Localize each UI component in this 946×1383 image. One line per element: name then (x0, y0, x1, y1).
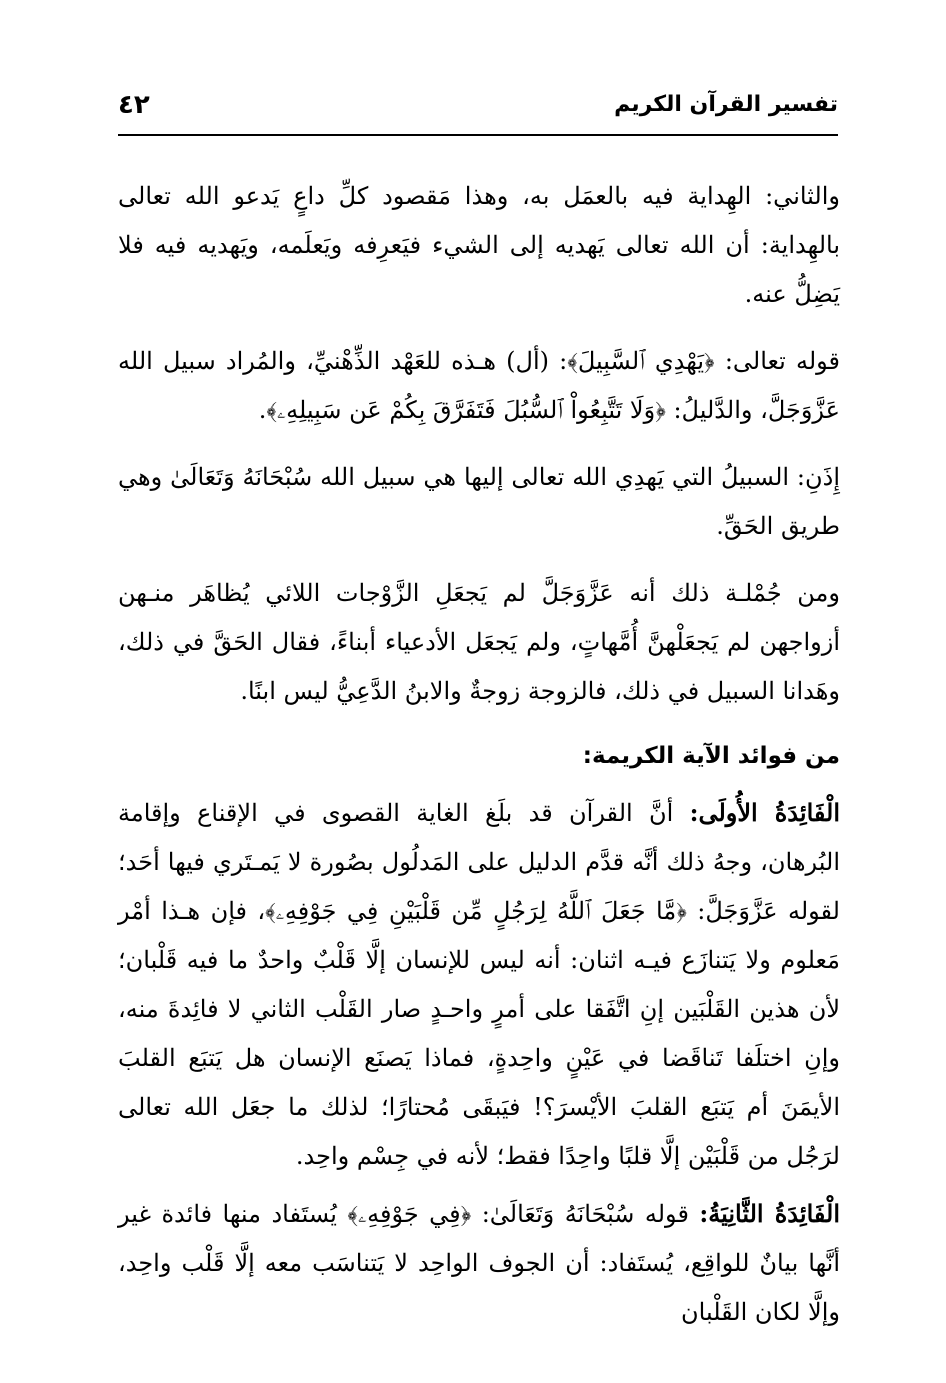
benefit-first-label: الْفَائِدَةُ الأُولَى: (689, 798, 841, 827)
header-rule (118, 134, 838, 136)
benefit-second-label: الْفَائِدَةُ الثَّانِيَةُ: (699, 1199, 840, 1228)
paragraph-second-meaning: والثاني: الهِداية فيه بالعمَل به، وهذا مَقصود كلِّ داعٍ يَدعو الله تعالى بالهِداية: أن الله تعالى يَهديه إلى الشيء فيَعرِفه ويَعلَمه، ويَهديه فيه فلا يَضِلُّ عنه. (118, 182, 840, 308)
page-header (118, 88, 838, 132)
paragraph-verse-path: قوله تعالى: ﴿يَهْدِي ٱلسَّبِيلَ﴾: (أل) هـذه للعَهْد الذِّهْنيِّ، والمُراد سبيل الله عَزَّوَجَلَّ، والدَّليلُ: ﴿وَلَا تَتَّبِعُواْ ٱلسُّبُلَ فَتَفَرَّقَ بِكُمْ عَن سَبِيلِهِۦ﴾. (118, 347, 840, 424)
paragraph-wives-adopted: ومن جُمْلـة ذلك أنه عَزَّوَجَلَّ لم يَجعَلِ الزَّوْجات اللائي يُظاهَر منـهن أزواجهن لم يَجعَلْهنَّ أُمَّهاتٍ، ولم يَجعَل الأدعياء أبناءً، فقال الحَقَّ في ذلك، وهَدانا السبيل في ذلك، فالزوجة زوجةٌ والابنُ الدَّعِيُّ ليس ابنًا. (118, 579, 841, 705)
section-heading: من فوائد الآية الكريمة: (582, 743, 840, 769)
paragraph-path-of-god: إِذَنِ: السبيلُ التي يَهدِي الله تعالى إليها هي سبيل الله سُبْحَانَهُ وَتَعَالَىٰ وهي طريق الحَقِّ. (118, 463, 840, 540)
benefit-first-text: أنَّ القرآن قد بلَغ الغاية القصوى في الإقناع وإقامة البُرهان، وجهُ ذلك أنَّه قدَّم الدليل على المَدلُول بصُورة لا يَمـتَري فيها أحَد؛ لقوله عَزَّوَجَلَّ: ﴿مَّا جَعَلَ ٱللَّهُ لِرَجُلٍ مِّن قَلْبَيْنِ فِي جَوْفِهِۦ﴾، فإن هـذا أمْر مَعلوم ولا يَتنازَع فيـه اثنان: أنه ليس للإنسان إلَّا قَلْبٌ واحدٌ ما فيه قَلْبان؛ لأن هذين القَلْبَين إنِ اتَّفَقا على أمرٍ واحـدٍ صار القَلْب الثاني لا فائِدةَ منه، وإنِ اختلَفا تَناقَضا في عَيْنٍ واحِدةٍ، فماذا يَصنَع الإنسان هل يَتبَع القلبَ الأيمَنَ أم يَتبَع القلبَ الأيْسرَ؟! فيَبقَى مُحتارًا؛ لذلك ما جعَل الله تعالى لرَجُل من قَلْبَيْن إلَّا قلبًا واحِدًا فقط؛ لأنه في جِسْم واحِد. (118, 799, 841, 1170)
page-body (118, 172, 840, 1345)
page-number: ٤٢ (118, 90, 150, 120)
running-title: تفسير القرآن الكريم (614, 92, 838, 117)
benefit-first (118, 788, 840, 1181)
benefit-second (118, 1189, 840, 1337)
benefit-second-text: قوله سُبْحَانَهُ وَتَعَالَىٰ: ﴿فِي جَوْفِهِۦ﴾ يُستَفاد منها فائدة غير أنَّها بيانٌ للواقِع، يُستَفاد: أن الجوف الواحِد لا يَتناسَب معه إلَّا قَلْب واحِد، وإلَّا لكان القَلْبان (118, 1200, 840, 1326)
